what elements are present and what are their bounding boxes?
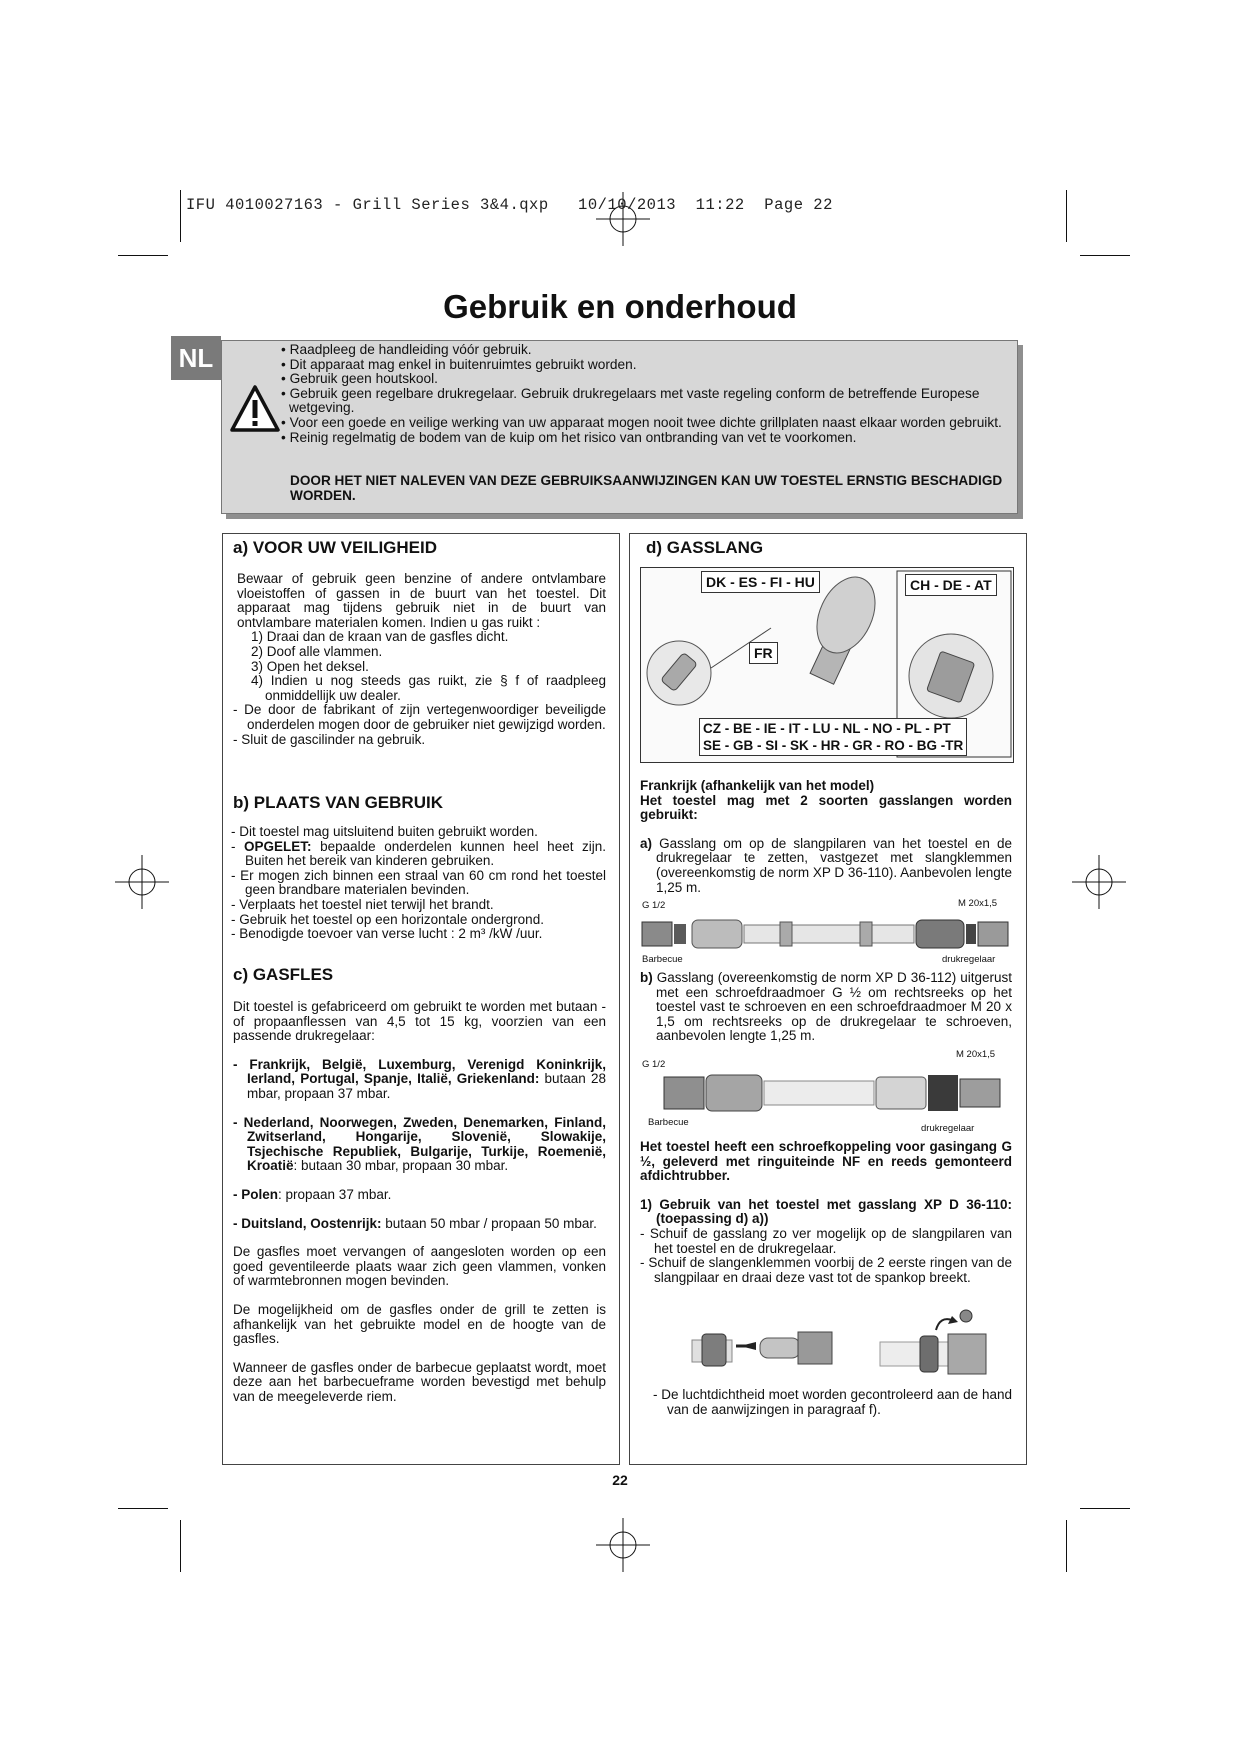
dash-item: - Benodigde toevoer van verse lucht : 2 m³ /kW /uur.: [231, 926, 543, 942]
pressure-values: butaan 28 mbar, propaan 37 mbar.: [247, 1071, 606, 1101]
hose-b-illustration: [640, 1071, 1012, 1115]
dash-item: - Schuif de gasslang zo ver mogelijk op de slangpilaren van het toestel en de drukregelaar.: [640, 1225, 1012, 1256]
step-item: 1) Draai dan de kraan van de gasfles dicht.: [251, 629, 509, 645]
item-label: b): [640, 970, 653, 985]
thread-label-g: G 1/2: [642, 1059, 666, 1070]
gas-country-group: [233, 1058, 606, 1102]
dash-item: - Gebruik het toestel op een horizontale ondergrond.: [231, 911, 544, 927]
hose-type-b: [640, 971, 1012, 1044]
dash-item: - Verplaats het toestel niet terwijl het brandt.: [231, 896, 494, 912]
regulator-label: drukregelaar: [942, 954, 996, 965]
country-label-dk: DK - ES - FI - HU: [701, 571, 820, 593]
regulator-label: drukregelaar: [921, 1123, 975, 1134]
country-label-ch: CH - DE - AT: [905, 574, 997, 596]
country-label-line: CZ - BE - IE - IT - LU - NL - NO - PL - PT: [703, 721, 951, 736]
section-d-title: d) GASSLANG: [646, 538, 764, 557]
caution-label: OPGELET:: [244, 838, 312, 854]
dash-item: - OPGELET: bepaalde onderdelen kunnen heel heet zijn. Buiten het bereik van kinderen gebruiken.: [231, 838, 607, 869]
barbecue-label: Barbecue: [642, 954, 683, 965]
warning-item: • Raadpleeg de handleiding vóór gebruik.: [281, 342, 532, 357]
section-a-body: [233, 571, 606, 747]
caution-text: bepaalde onderdelen kunnen heel heet zijn. Buiten het bereik van kinderen gebruiken.: [245, 838, 607, 869]
language-badge: NL: [171, 336, 221, 380]
pressure-values: butaan 50 mbar / propaan 50 mbar.: [381, 1215, 597, 1231]
paragraph: Wanneer de gasfles onder de barbecue geplaatst wordt, moet deze aan het barbecueframe worden bevestigd met behulp van de meegeleverde riem.: [233, 1359, 606, 1404]
crop-mark: [1080, 1508, 1130, 1509]
registration-mark-icon: [115, 855, 169, 909]
gas-country-group: [233, 1188, 606, 1203]
warning-item: • Gebruik geen regelbare drukregelaar. Gebruik drukregelaars met vaste regeling conform de betreffende Europese wetgeving.: [281, 385, 980, 416]
registration-mark-icon: [1072, 855, 1126, 909]
warning-item: • Dit apparaat mag enkel in buitenruimtes gebruikt worden.: [281, 356, 637, 372]
gas-country-group: [233, 1116, 606, 1174]
crop-mark: [118, 255, 168, 256]
page-number: 22: [612, 1472, 628, 1488]
warning-list: [281, 343, 1006, 445]
gas-country-group: [233, 1217, 606, 1232]
item-text: Gasslang (overeenkomstig de norm XP D 36-112) uitgerust met een schroefdraadmoer G ½ om rechtsreeks op het toestel vast te schroeven en een schroefdraadmoer M 20 x 1,5 om rechtsreeks op de drukregelaar te schroeven, aanbevolen lengte 1,25 m.: [652, 970, 1012, 1044]
thread-label-g: G 1/2: [642, 900, 666, 911]
crop-mark: [180, 190, 181, 242]
hose-a-illustration: [640, 914, 1012, 954]
hose-country-figure: [640, 567, 1014, 763]
paragraph: De mogelijkheid om de gasfles onder de grill te zetten is afhankelijk van het gebruikte model en de hoogte van de gasfles.: [233, 1301, 606, 1347]
warning-item: • Voor een goede en veilige werking van uw apparaat mogen nooit twee dichte grillplaten naast elkaar worden gebruikt.: [281, 414, 1002, 430]
item-label: a): [640, 835, 653, 851]
page-title: Gebruik en onderhoud: [443, 288, 797, 325]
step-item: 2) Doof alle vlammen.: [251, 643, 383, 659]
france-intro: Frankrijk (afhankelijk van het model) Het toestel mag met 2 soorten gasslangen worden gebruikt:: [640, 778, 1012, 823]
section-d-body: [640, 779, 1012, 895]
crop-mark: [1066, 190, 1067, 242]
warning-item: • Gebruik geen houtskool.: [281, 371, 438, 387]
section-c-title: c) GASFLES: [233, 965, 334, 984]
crop-mark: [1066, 1520, 1067, 1572]
section-b-title: b) PLAATS VAN GEBRUIK: [233, 793, 443, 812]
warning-triangle-icon: [230, 384, 280, 434]
section-c-intro: Dit toestel is gefabriceerd om gebruikt te worden met butaan - of propaanflessen van 4,5 tot 15 kg, voorzien van een passende drukregelaar:: [233, 999, 606, 1044]
hose-figure-b: [640, 1049, 1012, 1134]
registration-mark-icon: [596, 1518, 650, 1572]
pressure-values: : butaan 30 mbar, propaan 30 mbar.: [293, 1158, 509, 1174]
warning-item: • Reinig regelmatig de bodem van de kuip om het risico van ontbranding van vet te voorkomen.: [281, 429, 857, 445]
crop-mark: [1080, 255, 1130, 256]
section-b-body: [231, 825, 606, 942]
hose-figure-a: [640, 900, 1012, 966]
dash-item: - Er mogen zich binnen een straal van 60 cm rond het toestel geen brandbare materialen bevinden.: [231, 867, 606, 898]
warning-strong-text: DOOR HET NIET NALEVEN VAN DEZE GEBRUIKSAANWIJZINGEN KAN UW TOESTEL ERNSTIG BESCHADIGD WORDEN.: [290, 473, 1003, 503]
step-item: 3) Open het deksel.: [251, 658, 369, 674]
section-c-body: [233, 1000, 606, 1404]
thread-label-m: M 20x1,5: [958, 898, 998, 909]
dash-item: - Sluit de gascilinder na gebruik.: [233, 731, 426, 747]
item-text: Gasslang om op de slangpilaren van het toestel en de drukregelaar te zetten, vastgezet met slangklemmen (overeenkomstig de norm XP D 36-110). Aanbevolen lengte 1,25 m.: [652, 835, 1012, 895]
hose-type-a: [640, 837, 1012, 895]
crop-mark: [118, 1508, 168, 1509]
country-label-line: SE - GB - SI - SK - HR - GR - RO - BG -TR: [703, 738, 964, 753]
dash-item: - Dit toestel mag uitsluitend buiten gebruikt worden.: [231, 824, 538, 839]
barbecue-label: Barbecue: [648, 1117, 689, 1128]
country-list: - Nederland, Noorwegen, Zweden, Denemarken, Finland, Zwitserland, Hongarije, Slovenië, Slowakije, Tsjechische Republiek, Bulgarije, Turkije, Roemenië, Kroatië: [233, 1114, 606, 1174]
hose-type-b-text: [640, 971, 1012, 1044]
nf-note: Het toestel heeft een schroefkoppeling voor gasingang G ½, geleverd met ringuiteinde NF en reeds gemonteerd afdichtrubber.: [640, 1139, 1012, 1184]
country-list: - Duitsland, Oostenrijk:: [233, 1215, 382, 1231]
section-d-body-lower: [640, 1140, 1012, 1285]
final-note: [653, 1388, 1012, 1417]
dash-item: - De door de fabrikant of zijn vertegenwoordiger beveiligde onderdelen mogen door de gebruiker niet gewijzigd worden.: [233, 702, 606, 732]
crop-mark: [180, 1520, 181, 1572]
section-a-intro: Bewaar of gebruik geen benzine of andere ontvlambare vloeistoffen of gassen in de buurt van het toestel. Dit apparaat mag tijdens gebruik niet in de buurt van ontvlambare materialen komen. Indien u gas ruikt :: [237, 571, 606, 630]
country-label-group: [699, 718, 967, 756]
thread-label-m: M 20x1,5: [956, 1049, 996, 1060]
step1-title: 1) Gebruik van het toestel met gasslang XP D 36-110: (toepassing d) a)): [640, 1196, 1012, 1227]
hose-clamp-illustration: [690, 1308, 990, 1380]
country-list: - Polen: [233, 1186, 279, 1202]
paragraph: De gasfles moet vervangen of aangesloten worden op een goed geventileerde plaats waar zich geen vlammen, vonken of warmtebronnen mogen bevinden.: [233, 1244, 606, 1289]
dash-item: - Schuif de slangenklemmen voorbij de 2 eerste ringen van de slangpilaar en draai deze vast tot de spankop breekt.: [640, 1255, 1012, 1285]
pressure-values: : propaan 37 mbar.: [278, 1186, 392, 1202]
dash-item: - De luchtdichtheid moet worden gecontroleerd aan de hand van de aanwijzingen in paragraaf f).: [653, 1387, 1012, 1417]
print-slug: IFU 4010027163 - Grill Series 3&4.qxp 10/10/2013 11:22 Page 22: [186, 196, 833, 214]
country-list: - Frankrijk, België, Luxemburg, Verenigd Koninkrijk, Ierland, Portugal, Spanje, Italië, Griekenland:: [233, 1056, 606, 1087]
step-item: 4) Indien u nog steeds gas ruikt, zie § f of raadpleeg onmiddellijk uw dealer.: [251, 673, 606, 703]
section-a-title: a) VOOR UW VEILIGHEID: [233, 538, 438, 557]
country-label-fr: FR: [749, 642, 778, 664]
